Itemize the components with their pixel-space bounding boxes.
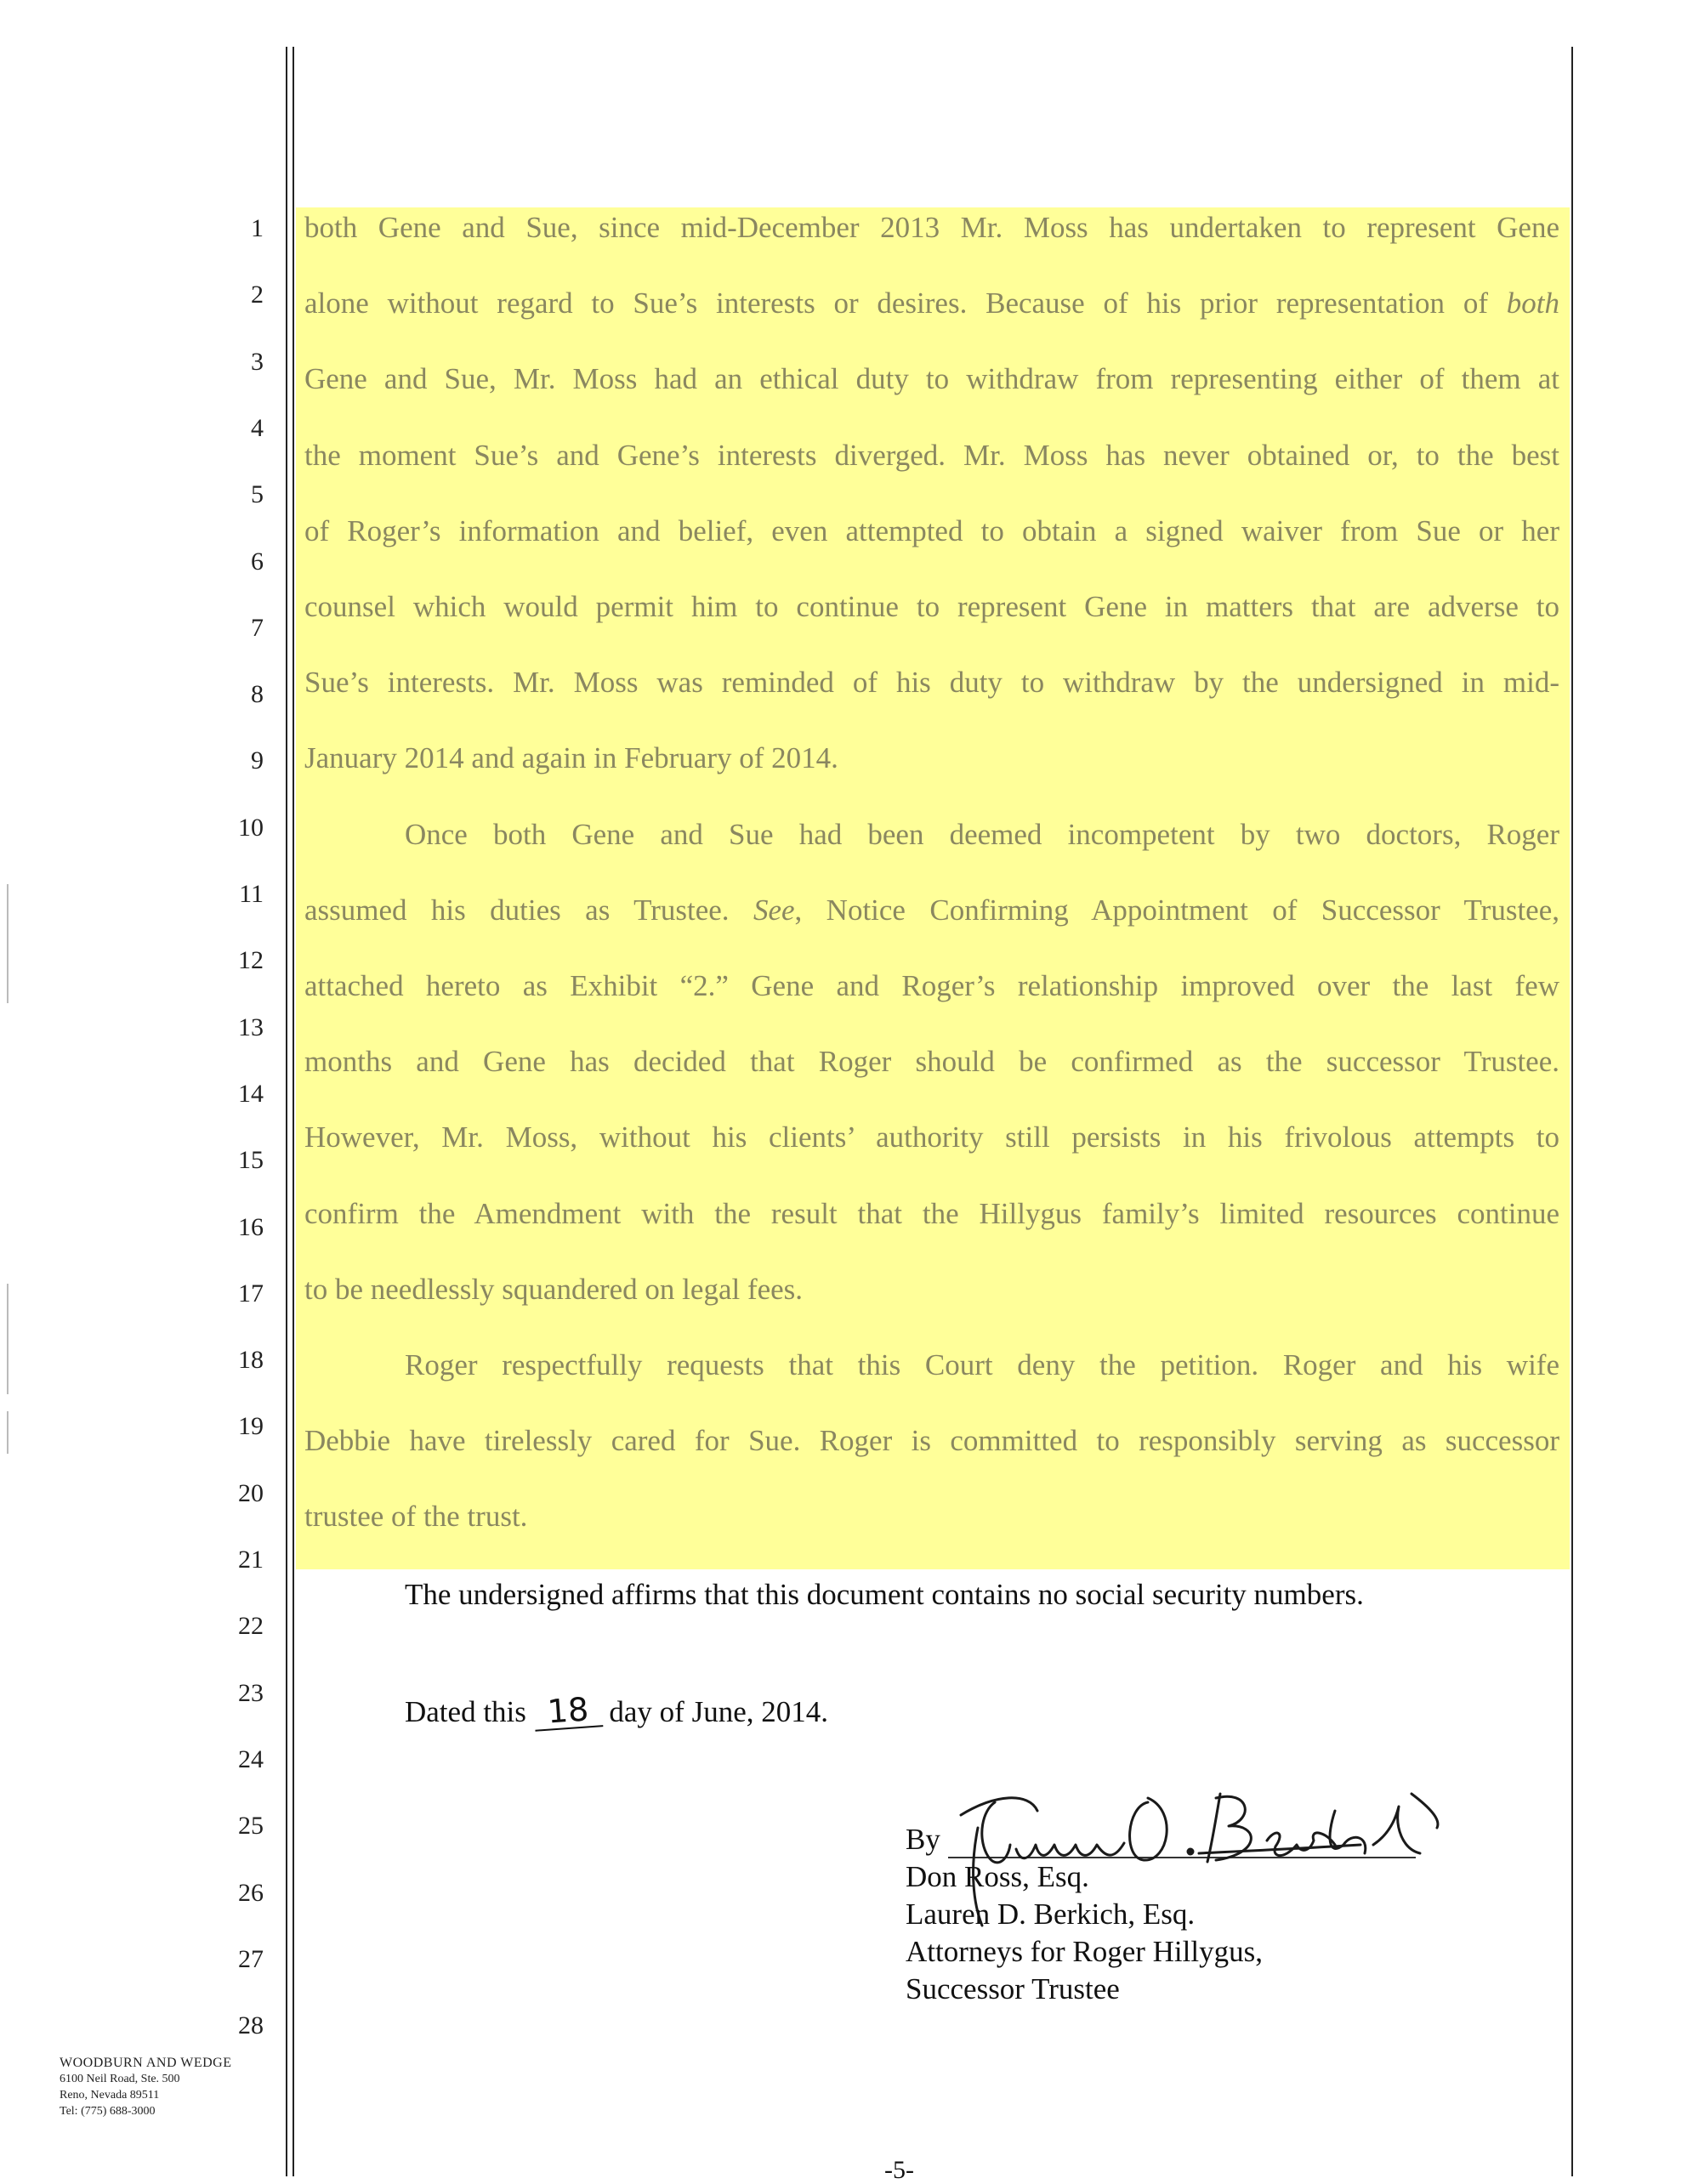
text-run: , Notice Confirming Appointment of Successor Trustee, (794, 893, 1559, 927)
body-text-line (304, 893, 1559, 927)
italic-emphasis: both (1506, 286, 1559, 321)
line-number: 20 (238, 1478, 264, 1507)
text-run: assumed his duties as Trustee. (304, 893, 753, 927)
body-text-line (304, 1348, 1559, 1382)
signature-name-line: Lauren D. Berkich, Esq. (906, 1898, 1196, 1931)
firm-address-line: Reno, Nevada 89511 (60, 2089, 160, 2102)
line-number: 4 (251, 413, 264, 442)
text-run: However, Mr. Moss, without his clients’ authority still persists in his frivolous attempts to (304, 1120, 1559, 1154)
line-number: 22 (238, 1612, 264, 1641)
line-number: 15 (238, 1146, 264, 1175)
scan-edge-mark (7, 1411, 9, 1454)
text-run: the moment Sue’s and Gene’s interests diverged. Mr. Moss has never obtained or, to the best (304, 438, 1559, 472)
line-number: 3 (251, 347, 264, 376)
line-number: 25 (238, 1812, 264, 1841)
line-number: 5 (251, 480, 264, 509)
text-run: Gene and Sue, Mr. Moss had an ethical duty to withdraw from representing either of them at (304, 362, 1559, 396)
body-text-line (304, 1424, 1559, 1458)
scan-edge-mark (7, 1284, 9, 1394)
text-run: Roger respectfully requests that this Court deny the petition. Roger and his wife (405, 1348, 1559, 1381)
body-text-line (304, 439, 1559, 473)
body-text-line (304, 818, 1559, 852)
body-text-line (304, 1120, 1559, 1154)
line-number: 14 (238, 1079, 264, 1108)
dated-suffix: day of June, 2014. (609, 1695, 828, 1728)
line-number: 13 (238, 1013, 264, 1041)
text-run: alone without regard to Sue’s interests or desires. Because of his prior representation of (304, 286, 1507, 321)
body-text-line (304, 666, 1559, 700)
left-margin-rule-inner (293, 47, 294, 2176)
body-text-line (304, 514, 1559, 548)
right-margin-rule (1571, 47, 1573, 2176)
line-number: 17 (238, 1279, 264, 1308)
text-run: trustee of the trust. (304, 1500, 528, 1534)
body-text-line (304, 1045, 1559, 1079)
line-number: 7 (251, 613, 264, 642)
line-number: 8 (251, 680, 264, 709)
line-number: 21 (238, 1546, 264, 1574)
firm-name: WOODBURN AND WEDGE (60, 2056, 232, 2070)
dated-day-blank: 18 (532, 1691, 603, 1731)
line-number: 10 (238, 813, 264, 842)
body-text-line (304, 362, 1559, 396)
text-run: Debbie have tirelessly cared for Sue. Roger is committed to responsibly serving as successor (304, 1424, 1559, 1458)
line-number: 6 (251, 547, 264, 576)
text-run: January 2014 and again in February of 2014. (304, 741, 838, 775)
text-run: Once both Gene and Sue had been deemed incompetent by two doctors, Roger (405, 817, 1559, 851)
text-run: attached hereto as Exhibit “2.” Gene and Roger’s relationship improved over the last few (304, 969, 1559, 1002)
left-margin-rule-outer (286, 47, 287, 2176)
line-number: 23 (238, 1678, 264, 1707)
body-text-line (304, 1273, 1559, 1307)
line-number: 26 (238, 1878, 264, 1907)
line-number: 16 (238, 1212, 264, 1241)
dated-line (405, 1690, 828, 1731)
body-text-line (304, 286, 1559, 321)
line-number: 18 (238, 1346, 264, 1375)
text-run: confirm the Amendment with the result that the Hillygus family’s limited resources continue (304, 1196, 1559, 1230)
line-number: 27 (238, 1944, 264, 1973)
text-run: both Gene and Sue, since mid-December 2013 Mr. Moss has undertaken to represent Gene (304, 211, 1559, 244)
body-text-line (304, 969, 1559, 1003)
line-number: 2 (251, 281, 264, 309)
page-number: -5- (884, 2156, 914, 2184)
firm-address-line: 6100 Neil Road, Ste. 500 (60, 2073, 180, 2085)
signature-name-line: Successor Trustee (906, 1972, 1120, 2005)
body-text-line (304, 1197, 1559, 1231)
text-run: counsel which would permit him to continue to represent Gene in matters that are adverse to (304, 590, 1559, 623)
line-number: 28 (238, 2011, 264, 2040)
signature-by: By (906, 1823, 940, 1856)
body-text-line (304, 590, 1559, 624)
line-number: 12 (238, 946, 264, 975)
affirmation-statement: The undersigned affirms that this document contains no social security numbers. (405, 1578, 1364, 1611)
text-run: months and Gene has decided that Roger should be confirmed as the successor Trustee. (304, 1045, 1559, 1079)
text-run: to be needlessly squandered on legal fees. (304, 1272, 804, 1306)
line-number: 9 (251, 746, 264, 775)
body-text-line (304, 741, 1559, 775)
text-run: Sue’s interests. Mr. Moss was reminded of his duty to withdraw by the undersigned in mid- (304, 666, 1559, 700)
line-number: 19 (238, 1412, 264, 1441)
line-number: 24 (238, 1744, 264, 1773)
body-text-line (304, 1500, 1559, 1534)
italic-emphasis: See (753, 893, 795, 927)
text-run: of Roger’s information and belief, even attempted to obtain a signed waiver from Sue or her (304, 513, 1559, 547)
signature-name-line: Don Ross, Esq. (906, 1860, 1089, 1893)
dated-prefix: Dated this (405, 1695, 526, 1728)
firm-phone: Tel: (775) 688-3000 (60, 2105, 156, 2118)
line-number: 1 (251, 214, 264, 242)
signature-name-line: Attorneys for Roger Hillygus, (906, 1935, 1263, 1968)
firm-footer (60, 2056, 231, 2119)
line-number: 11 (239, 880, 264, 908)
body-text-line (304, 211, 1559, 245)
scan-edge-mark (7, 884, 9, 1003)
